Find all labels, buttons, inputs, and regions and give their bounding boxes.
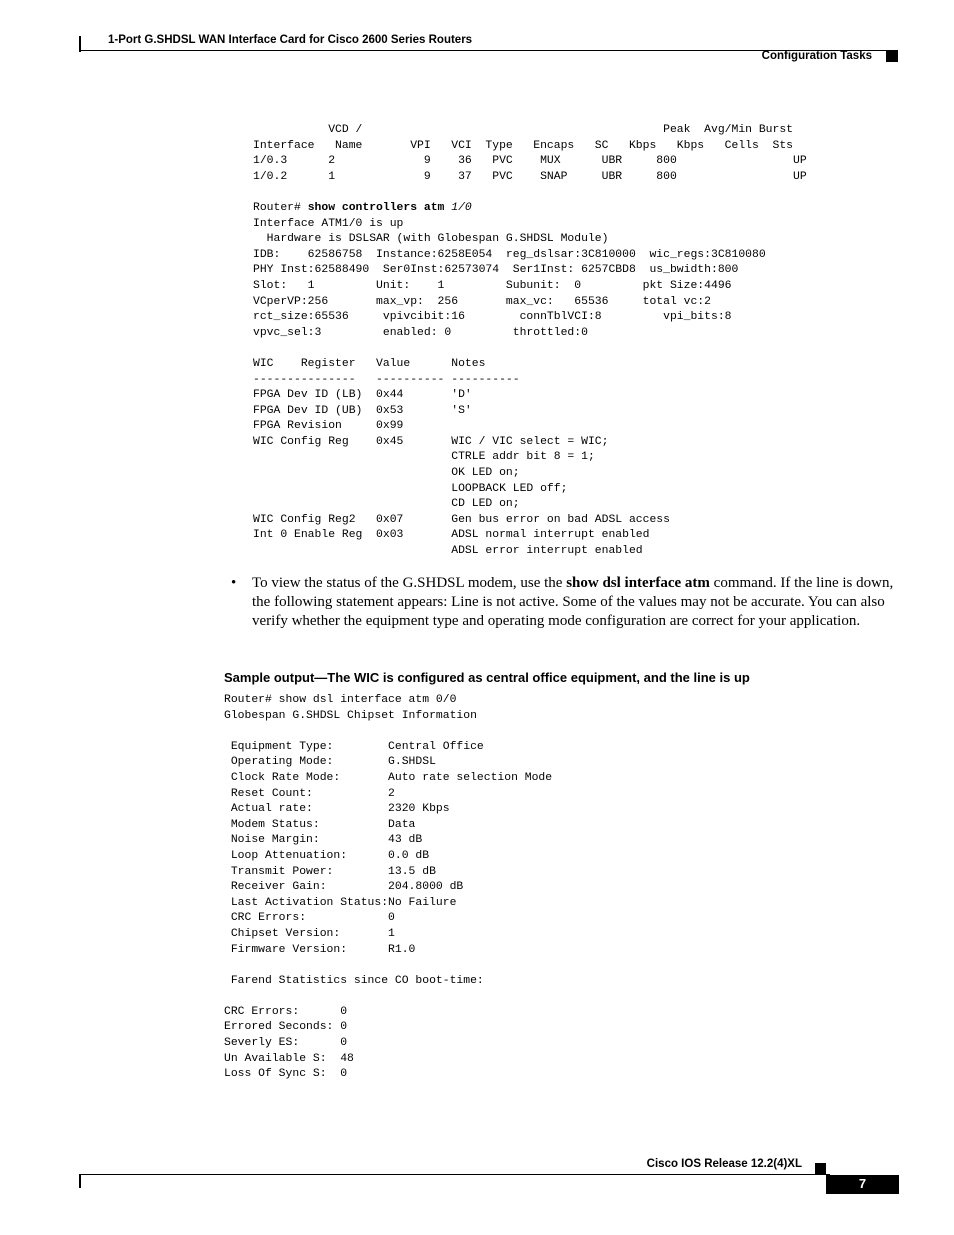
footer-marker-block <box>815 1163 826 1174</box>
header-section-title: Configuration Tasks <box>761 50 872 62</box>
footer-rule <box>79 1174 830 1175</box>
code-pre-lines: VCD / Peak Avg/Min Burst Interface Name VPI VCI Type Encaps SC Kbps Kbps Cells Sts 1/0.3 2 9 36 PVC MUX UBR 800 UP 1/0.2 1 9 37 PVC SNAP UBR 800 UP <box>253 124 807 183</box>
code-command-arg: 1/0 <box>444 201 472 214</box>
header-marker-block <box>886 50 898 62</box>
header-doc-title: 1-Port G.SHDSL WAN Interface Card for Cisco 2600 Series Routers <box>108 34 473 46</box>
footer-left-rule <box>79 1174 81 1188</box>
code-post-lines: Interface ATM1/0 is up Hardware is DSLSAR (with Globespan G.SHDSL Module) IDB: 62586758 Instance:6258E054 reg_dslsar:3C810000 wic_regs:3C810080 PHY Inst:62588490 Ser0Inst:62573074 Ser1Inst: 6257CBD8 us_bwidth:800 Slot: 1 Unit: 1 Subunit: 0 pkt Size:4496 VCperVP:256 max_vp: 256 max_vc: 65536 total vc:2 rct_size:65536 vpivcibit:16 connTblVCI:8 vpi_bits:8 vpvc_sel:3 enabled: 0 throttled:0 WIC Register Value Notes --------------- ---------- ---------- FPGA Dev ID (LB) 0x44 'D' FPGA Dev ID (UB) 0x53 'S' FPGA Revision 0x99 WIC Config Reg 0x45 WIC / VIC select = WIC; CTRLE addr bit 8 = 1; OK LED on; LOOPBACK LED off; CD LED on; WIC Config Reg2 0x07 Gen bus error on bad ADSL access Int 0 Enable Reg 0x03 ADSL normal interrupt enabled ADSL error interrupt enabled <box>253 217 766 558</box>
page-number: 7 <box>858 1176 867 1191</box>
footer-release: Cisco IOS Release 12.2(4)XL <box>646 1158 802 1170</box>
code-block-controllers <box>253 123 807 560</box>
bullet-command: show dsl interface atm <box>566 575 710 591</box>
code-command: show controllers atm <box>307 201 445 214</box>
bullet-mark: • <box>231 575 237 591</box>
sample-output-heading: Sample output—The WIC is configured as central office equipment, and the line is up <box>224 670 750 685</box>
bullet-text-before: To view the status of the G.SHDSL modem, use the <box>252 575 567 591</box>
bullet-paragraph <box>231 574 896 630</box>
code-block-dsl-interface: Router# show dsl interface atm 0/0 Globespan G.SHDSL Chipset Information Equipment Type: Central Office Operating Mode: G.SHDSL Clock Rate Mode: Auto rate selection Mode Reset Count: 2 Actual rate: 2320 Kbps Modem Status: Data Noise Margin: 43 dB Loop Attenuation: 0.0 dB Transmit Power: 13.5 dB Receiver Gain: 204.8000 dB Last Activation Status:No Failure CRC Errors: 0 Chipset Version: 1 Firmware Version: R1.0 Farend Statistics since CO boot-time: CRC Errors: 0 Errored Seconds: 0 Severly ES: 0 Un Available S: 48 Loss Of Sync S: 0 <box>224 694 553 1081</box>
bullet-text <box>252 574 896 630</box>
bullet-text-after: command. If the line is down, the following statement appears: Line is not active. Some of the values may not be accurate. You can also verify whether the equipment type and operating mode configuration are correct for your application. <box>252 575 894 629</box>
code-prompt: Router# <box>253 201 308 214</box>
